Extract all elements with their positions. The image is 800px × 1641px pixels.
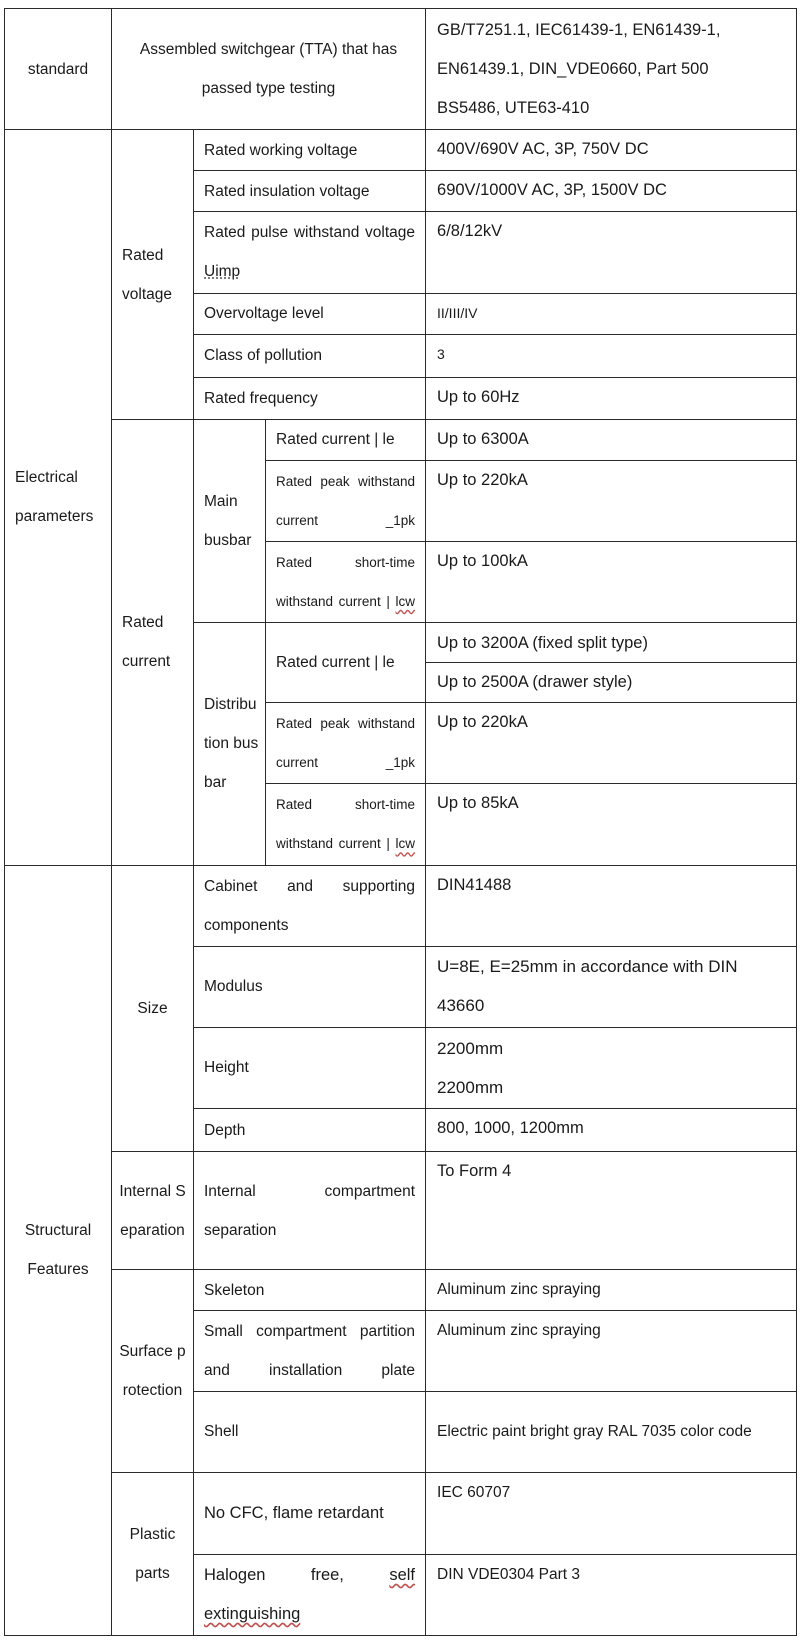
standard-code-line: BS5486, UTE63-410 bbox=[437, 98, 590, 117]
param-name: Cabinet and supporting components bbox=[194, 865, 426, 946]
main-busbar-label: Main busbar bbox=[194, 419, 266, 622]
param-value: IEC 60707 bbox=[426, 1472, 797, 1554]
param-value: Electric paint bright gray RAL 7035 color code bbox=[426, 1392, 797, 1472]
param-value: Aluminum zinc spraying bbox=[426, 1311, 797, 1392]
param-name: Rated short-time withstand current | lcw bbox=[266, 784, 426, 865]
param-name: Depth bbox=[194, 1108, 426, 1151]
param-name: Small compartment partition and installation plate bbox=[194, 1311, 426, 1392]
param-value: Up to 220kA bbox=[426, 703, 797, 784]
param-name: Rated insulation voltage bbox=[194, 171, 426, 212]
param-value: 800, 1000, 1200mm bbox=[426, 1108, 797, 1151]
param-name: No CFC, flame retardant bbox=[194, 1472, 426, 1554]
plastic-parts-label: Plastic parts bbox=[112, 1472, 194, 1635]
distribution-busbar-label: Distribution busbar bbox=[194, 623, 266, 865]
standard-code-line: GB/T7251.1, IEC61439-1, EN61439-1, bbox=[437, 20, 721, 39]
param-value bbox=[426, 623, 797, 703]
param-name: Skeleton bbox=[194, 1270, 426, 1311]
table-row bbox=[5, 1472, 797, 1554]
standard-type: Assembled switchgear (TTA) that has passed type testing bbox=[112, 9, 426, 130]
param-name: Class of pollution bbox=[194, 334, 426, 377]
param-value: U=8E, E=25mm in accordance with DIN 43660 bbox=[426, 946, 797, 1027]
table-row bbox=[5, 419, 797, 460]
table-row bbox=[5, 130, 797, 171]
param-name: Rated pulse withstand voltage Uimp bbox=[194, 212, 426, 293]
param-value: DIN VDE0304 Part 3 bbox=[426, 1554, 797, 1635]
surface-protection-label: Surface protection bbox=[112, 1270, 194, 1472]
param-name: Rated peak withstand current _1pk bbox=[266, 703, 426, 784]
standard-row bbox=[5, 9, 797, 130]
param-value-line: 2200mm bbox=[437, 1038, 504, 1058]
param-value: Up to 6300A bbox=[426, 419, 797, 460]
param-name: Rated frequency bbox=[194, 377, 426, 419]
param-value: Aluminum zinc spraying bbox=[426, 1270, 797, 1311]
param-value-line: 2200mm bbox=[437, 1077, 504, 1097]
table-row bbox=[5, 1152, 797, 1270]
param-name: Height bbox=[194, 1027, 426, 1108]
electrical-parameters-label: Electrical parameters bbox=[5, 130, 112, 865]
rated-voltage-label: Rated voltage bbox=[112, 130, 194, 420]
param-value: To Form 4 bbox=[426, 1152, 797, 1270]
standard-code-line: EN61439.1, DIN_VDE0660, Part 500 bbox=[437, 59, 709, 78]
param-name: Internal compartment separation bbox=[194, 1152, 426, 1270]
table-row bbox=[5, 865, 797, 946]
param-value: Up to 60Hz bbox=[426, 377, 797, 419]
param-value-line: Up to 2500A (drawer style) bbox=[437, 673, 633, 692]
internal-separation-label: Internal Separation bbox=[112, 1152, 194, 1270]
param-value bbox=[426, 1027, 797, 1108]
param-value: 400V/690V AC, 3P, 750V DC bbox=[426, 130, 797, 171]
size-label: Size bbox=[112, 865, 194, 1152]
param-value: Up to 220kA bbox=[426, 460, 797, 541]
param-value: Up to 100kA bbox=[426, 542, 797, 623]
standard-codes bbox=[426, 9, 797, 130]
param-value: 3 bbox=[426, 334, 797, 377]
param-name: Overvoltage level bbox=[194, 293, 426, 334]
standard-label: standard bbox=[5, 9, 112, 130]
param-name: Shell bbox=[194, 1392, 426, 1472]
param-name: Rated short-time withstand current | lcw bbox=[266, 542, 426, 623]
param-value: 690V/1000V AC, 3P, 1500V DC bbox=[426, 171, 797, 212]
param-name: Halogen free, self extinguishing bbox=[194, 1554, 426, 1635]
structural-features-label: Structural Features bbox=[5, 865, 112, 1635]
param-name: Rated current | le bbox=[266, 419, 426, 460]
param-value: DIN41488 bbox=[426, 865, 797, 946]
param-value: 6/8/12kV bbox=[426, 212, 797, 293]
param-name: Rated current | le bbox=[266, 623, 426, 703]
table-row bbox=[5, 1270, 797, 1311]
param-value-line: Up to 3200A (fixed split type) bbox=[426, 624, 796, 663]
param-value: Up to 85kA bbox=[426, 784, 797, 865]
specification-table bbox=[4, 8, 797, 1636]
param-value: II/III/IV bbox=[426, 293, 797, 334]
param-name: Rated working voltage bbox=[194, 130, 426, 171]
param-name: Modulus bbox=[194, 946, 426, 1027]
rated-current-label: Rated current bbox=[112, 419, 194, 865]
param-name: Rated peak withstand current _1pk bbox=[266, 460, 426, 541]
